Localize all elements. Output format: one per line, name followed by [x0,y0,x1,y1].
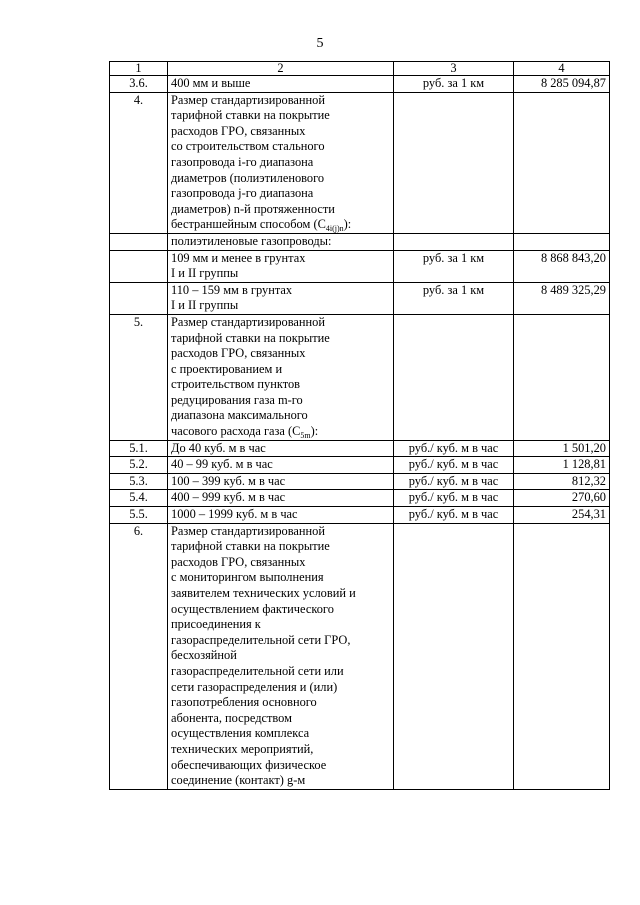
row-unit: руб./ куб. м в час [394,490,514,507]
row-number: 5.4. [110,490,168,507]
table-row [110,233,610,250]
row-description [168,92,394,233]
row-description: 109 мм и менее в грунтах I и II группы [168,250,394,282]
formula-tail: ): [343,217,352,232]
row-number [110,233,168,250]
table-row [110,76,610,93]
row-value: 1 128,81 [514,457,610,474]
table-row [110,282,610,314]
row-number: 4. [110,92,168,233]
row-value [514,233,610,250]
row-number [110,250,168,282]
row-unit: руб. за 1 км [394,250,514,282]
table-row [110,457,610,474]
table-row [110,314,610,440]
row-description-text: Размер стандартизированной тарифной ставки на покрытие расходов ГРО, связанных со строительством стального газопровода i-го диапазона диаметров (полиэтиленового газопровода j-го диапазона диаметров) n-й протяженности бестраншейным способом (С [171,92,335,232]
row-value: 1 501,20 [514,440,610,457]
row-number: 3.6. [110,76,168,93]
row-description: полиэтиленовые газопроводы: [168,233,394,250]
row-description: Размер стандартизированной тарифной ставки на покрытие расходов ГРО, связанных с мониторингом выполнения заявителем технических условий и осуществлением фактического присоединения к газораспределительной сети ГРО, бесхозяйной газораспределительной сети или сети газораспределения и (или) газопотребления основного абонента, посредством осуществления комплекса технических мероприятий, обеспечивающих физическое соединение (контакт) g-м [168,523,394,789]
formula-tail: ): [310,424,319,439]
header-col-3: 3 [394,62,514,76]
row-number: 5.5. [110,507,168,524]
row-unit: руб. за 1 км [394,282,514,314]
table-row [110,250,610,282]
row-unit [394,523,514,789]
formula-subscript: 4i(j)n [325,224,344,234]
table-row [110,92,610,233]
row-number: 6. [110,523,168,789]
row-unit: руб./ куб. м в час [394,473,514,490]
row-description: 400 – 999 куб. м в час [168,490,394,507]
table-row [110,473,610,490]
table-row [110,490,610,507]
row-description: 100 – 399 куб. м в час [168,473,394,490]
row-description: 40 – 99 куб. м в час [168,457,394,474]
row-value: 8 489 325,29 [514,282,610,314]
row-description: 110 – 159 мм в грунтах I и II группы [168,282,394,314]
row-value: 254,31 [514,507,610,524]
formula-subscript: 5m [300,431,311,441]
row-value: 812,32 [514,473,610,490]
row-description: 400 мм и выше [168,76,394,93]
row-value [514,314,610,440]
header-col-2: 2 [168,62,394,76]
table-row [110,523,610,789]
row-description: 1000 – 1999 куб. м в час [168,507,394,524]
row-unit: руб. за 1 км [394,76,514,93]
row-number [110,282,168,314]
table-header-row [110,62,610,76]
row-description-text: Размер стандартизированной тарифной ставки на покрытие расходов ГРО, связанных с проектированием и строительством пунктов редуцирования газа m-го диапазона максимального часового расхода газа (С [171,314,330,439]
row-unit: руб./ куб. м в час [394,507,514,524]
row-description: До 40 куб. м в час [168,440,394,457]
row-value [514,92,610,233]
table-row [110,440,610,457]
table-row [110,507,610,524]
row-number: 5.2. [110,457,168,474]
row-description [168,314,394,440]
tariff-table [109,61,610,790]
header-col-4: 4 [514,62,610,76]
page-number: 5 [316,36,324,51]
row-number: 5. [110,314,168,440]
row-value: 270,60 [514,490,610,507]
row-value [514,523,610,789]
row-unit [394,233,514,250]
row-unit [394,92,514,233]
row-value: 8 868 843,20 [514,250,610,282]
row-number: 5.1. [110,440,168,457]
row-unit: руб./ куб. м в час [394,457,514,474]
row-number: 5.3. [110,473,168,490]
row-unit: руб./ куб. м в час [394,440,514,457]
row-value: 8 285 094,87 [514,76,610,93]
header-col-1: 1 [110,62,168,76]
row-unit [394,314,514,440]
